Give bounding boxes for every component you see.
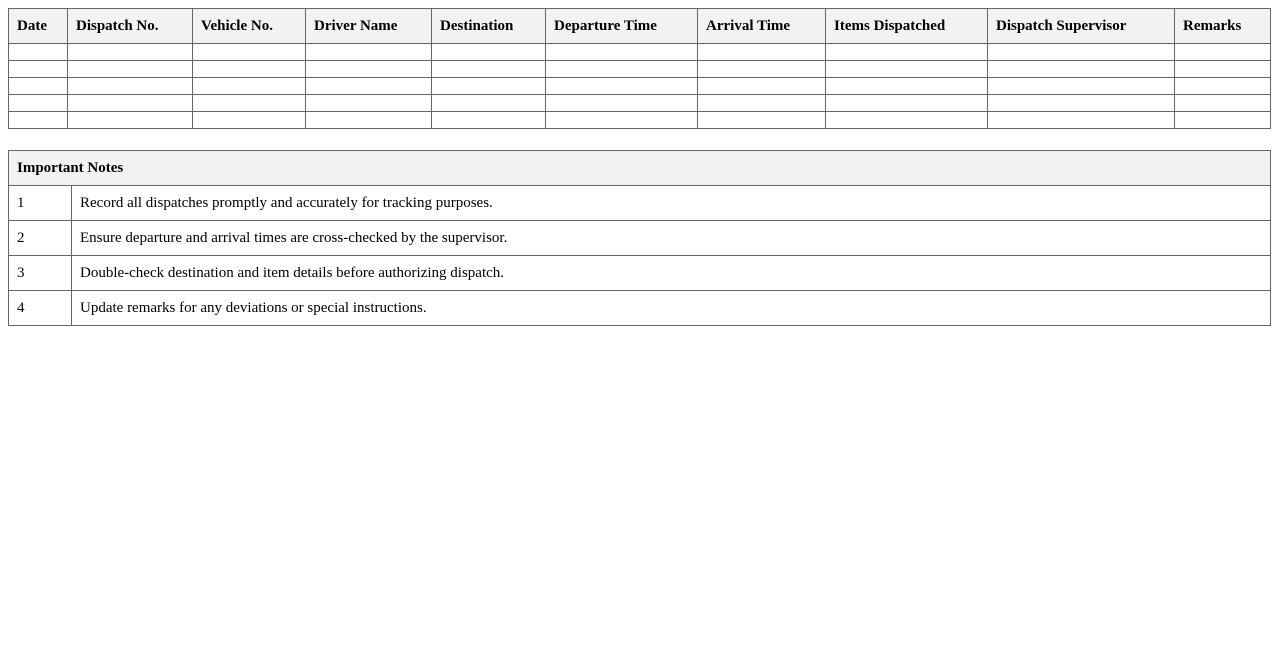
note-row [9,291,1271,326]
dispatch-log-cell[interactable] [9,95,68,112]
dispatch-log-cell[interactable] [988,44,1175,61]
dispatch-log-cell[interactable] [988,112,1175,129]
dispatch-log-cell[interactable] [826,95,988,112]
dispatch-log-cell[interactable] [68,95,193,112]
dispatch-log-cell[interactable] [698,78,826,95]
dispatch-log-cell[interactable] [1175,112,1271,129]
note-number: 1 [9,186,72,221]
dispatch-log-cell[interactable] [698,44,826,61]
dispatch-log-cell[interactable] [546,61,698,78]
dispatch-log-cell[interactable] [306,61,432,78]
dispatch-log-cell[interactable] [988,61,1175,78]
dispatch-log-cell[interactable] [698,61,826,78]
note-number: 4 [9,291,72,326]
notes-title: Important Notes [9,151,1271,186]
note-number: 3 [9,256,72,291]
note-text: Double-check destination and item details before authorizing dispatch. [72,256,1271,291]
dispatch-log-cell[interactable] [9,78,68,95]
dispatch-log-cell[interactable] [1175,78,1271,95]
dispatch-log-cell[interactable] [193,61,306,78]
dispatch-log-cell[interactable] [68,44,193,61]
note-row [9,221,1271,256]
dispatch-log-row [9,95,1271,112]
dispatch-log-cell[interactable] [193,78,306,95]
column-header-dispatch-no: Dispatch No. [68,9,193,44]
column-header-items-dispatched: Items Dispatched [826,9,988,44]
dispatch-log-cell[interactable] [988,78,1175,95]
column-header-driver-name: Driver Name [306,9,432,44]
dispatch-log-cell[interactable] [432,78,546,95]
dispatch-log-cell[interactable] [68,61,193,78]
note-row [9,256,1271,291]
column-header-vehicle-no: Vehicle No. [193,9,306,44]
dispatch-log-cell[interactable] [9,112,68,129]
dispatch-log-cell[interactable] [826,78,988,95]
notes-header-row [9,151,1271,186]
dispatch-log-cell[interactable] [193,44,306,61]
dispatch-log-cell[interactable] [9,44,68,61]
dispatch-log-cell[interactable] [546,44,698,61]
dispatch-log-cell[interactable] [9,61,68,78]
column-header-dispatch-supervisor: Dispatch Supervisor [988,9,1175,44]
dispatch-log-cell[interactable] [1175,61,1271,78]
dispatch-log-cell[interactable] [306,78,432,95]
dispatch-log-row [9,112,1271,129]
note-row [9,186,1271,221]
dispatch-log-cell[interactable] [193,112,306,129]
dispatch-log-row [9,61,1271,78]
dispatch-log-header-row [9,9,1271,44]
note-text: Ensure departure and arrival times are cross-checked by the supervisor. [72,221,1271,256]
dispatch-log-cell[interactable] [546,95,698,112]
dispatch-log-cell[interactable] [432,44,546,61]
dispatch-log-cell[interactable] [306,44,432,61]
note-text: Update remarks for any deviations or special instructions. [72,291,1271,326]
dispatch-log-cell[interactable] [306,95,432,112]
dispatch-log-body [9,44,1271,129]
dispatch-log-cell[interactable] [432,112,546,129]
note-number: 2 [9,221,72,256]
dispatch-log-cell[interactable] [432,61,546,78]
column-header-departure-time: Departure Time [546,9,698,44]
important-notes-table [8,150,1271,326]
dispatch-log-cell[interactable] [698,112,826,129]
dispatch-log-cell[interactable] [826,44,988,61]
dispatch-log-cell[interactable] [1175,44,1271,61]
dispatch-log-cell[interactable] [193,95,306,112]
dispatch-log-cell[interactable] [546,112,698,129]
document-page [8,8,1270,326]
dispatch-log-cell[interactable] [698,95,826,112]
dispatch-log-cell[interactable] [826,61,988,78]
dispatch-log-cell[interactable] [432,95,546,112]
dispatch-log-cell[interactable] [988,95,1175,112]
note-text: Record all dispatches promptly and accurately for tracking purposes. [72,186,1271,221]
dispatch-log-cell[interactable] [546,78,698,95]
column-header-destination: Destination [432,9,546,44]
column-header-remarks: Remarks [1175,9,1271,44]
dispatch-log-row [9,78,1271,95]
dispatch-log-cell[interactable] [1175,95,1271,112]
dispatch-log-table [8,8,1271,129]
dispatch-log-cell[interactable] [68,78,193,95]
column-header-date: Date [9,9,68,44]
column-header-arrival-time: Arrival Time [698,9,826,44]
dispatch-log-cell[interactable] [306,112,432,129]
dispatch-log-cell[interactable] [68,112,193,129]
dispatch-log-row [9,44,1271,61]
dispatch-log-cell[interactable] [826,112,988,129]
